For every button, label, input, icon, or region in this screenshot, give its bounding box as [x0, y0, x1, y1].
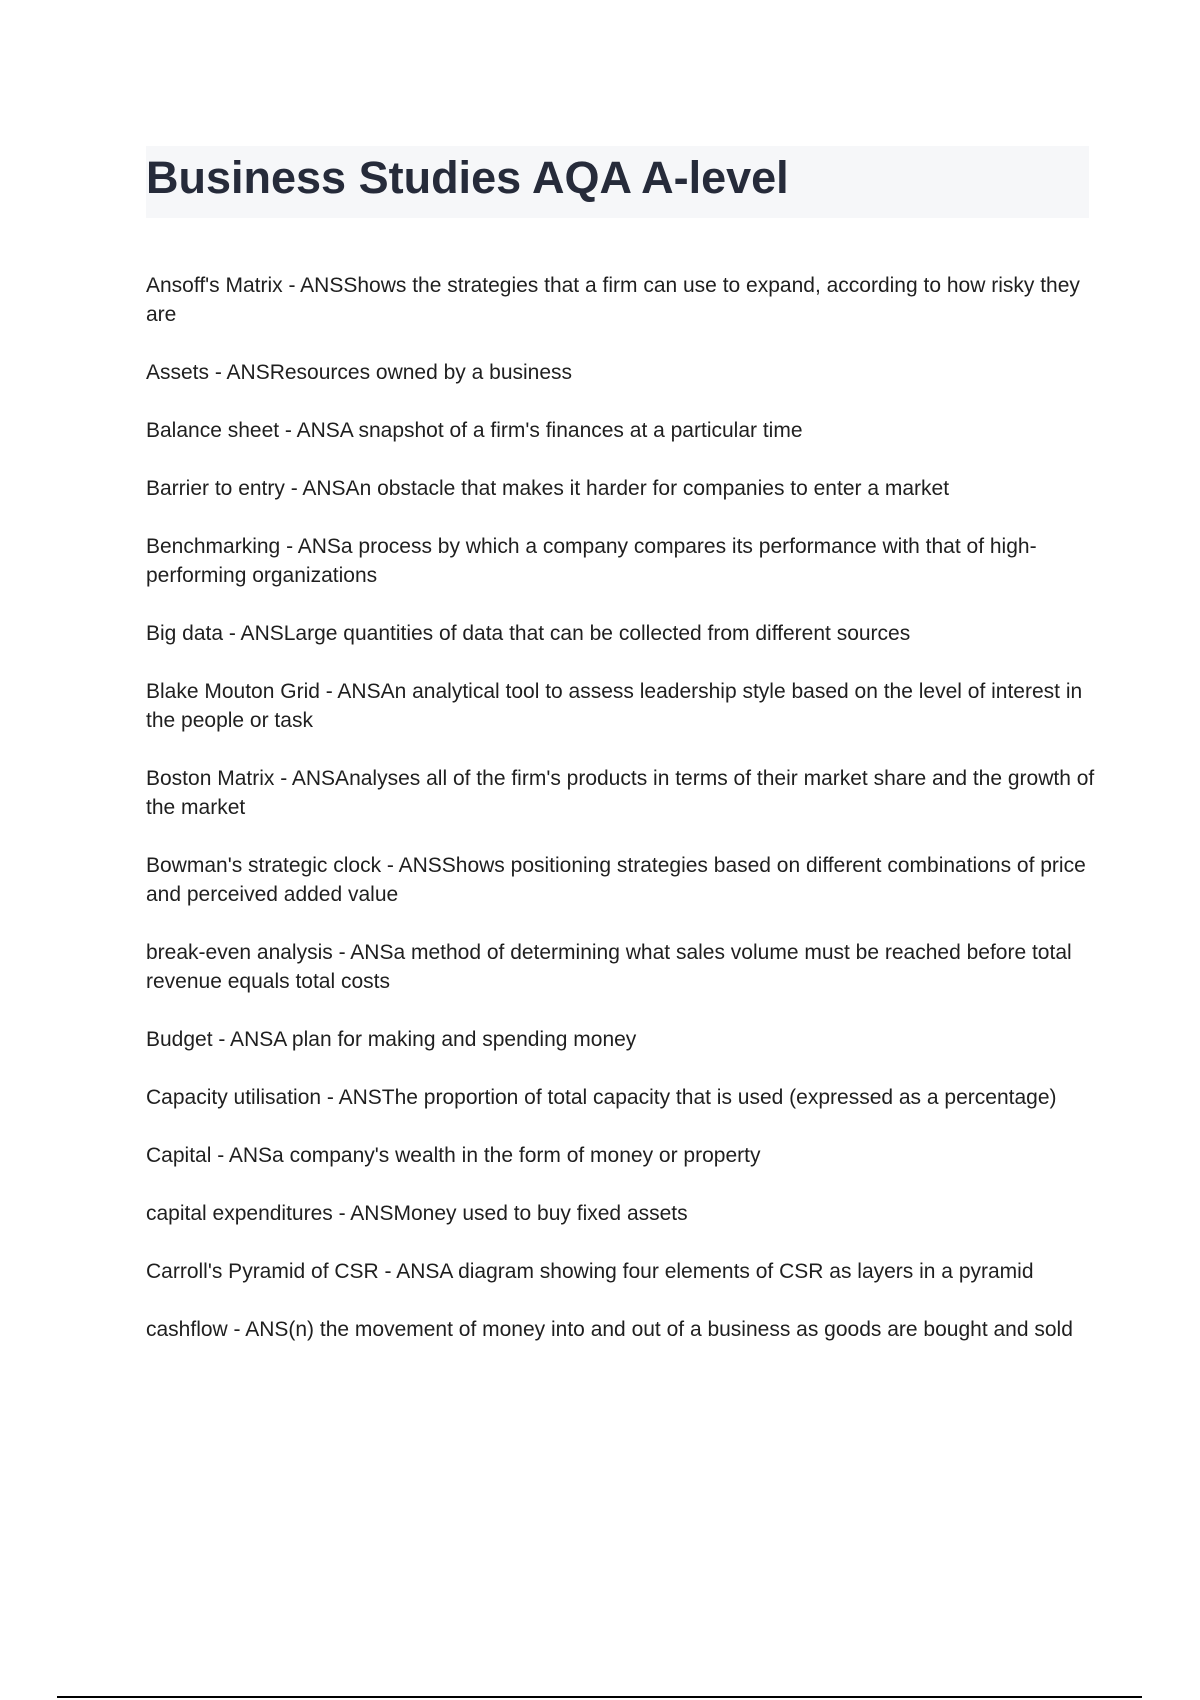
glossary-entry: Blake Mouton Grid - ANSAn analytical tool to assess leadership style based on the level of interest in the people or task	[146, 680, 1083, 732]
glossary-entry: break-even analysis - ANSa method of determining what sales volume must be reached before total revenue equals total costs	[146, 941, 1072, 993]
glossary-entry: Budget - ANSA plan for making and spending money	[146, 1028, 637, 1051]
glossary-entry: Carroll's Pyramid of CSR - ANSA diagram showing four elements of CSR as layers in a pyramid	[146, 1260, 1034, 1283]
page-bottom-rule	[57, 1696, 1142, 1698]
glossary-entry: Bowman's strategic clock - ANSShows positioning strategies based on different combinations of price and perceived added value	[146, 854, 1086, 906]
glossary-entry: Benchmarking - ANSa process by which a company compares its performance with that of high-performing organizations	[146, 535, 1037, 587]
glossary-entry: Capital - ANSa company's wealth in the form of money or property	[146, 1144, 761, 1167]
glossary-entry: Capacity utilisation - ANSThe proportion of total capacity that is used (expressed as a percentage)	[146, 1086, 1057, 1109]
glossary-entry: Boston Matrix - ANSAnalyses all of the firm's products in terms of their market share and the growth of the market	[146, 767, 1095, 819]
glossary-entry: Assets - ANSResources owned by a business	[146, 361, 573, 384]
glossary-entry: capital expenditures - ANSMoney used to buy fixed assets	[146, 1202, 688, 1225]
document-title: Business Studies AQA A-level	[146, 152, 789, 203]
glossary-entry: Big data - ANSLarge quantities of data that can be collected from different sources	[146, 622, 911, 645]
glossary-entry: Ansoff's Matrix - ANSShows the strategies that a firm can use to expand, according to how risky they are	[146, 274, 1080, 326]
title-band	[146, 146, 1089, 218]
glossary-entry: Balance sheet - ANSA snapshot of a firm's finances at a particular time	[146, 419, 803, 442]
glossary-entry: cashflow - ANS(n) the movement of money into and out of a business as goods are bought and sold	[146, 1318, 1073, 1341]
glossary-list	[146, 271, 1096, 1373]
glossary-entry: Barrier to entry - ANSAn obstacle that makes it harder for companies to enter a market	[146, 477, 950, 500]
